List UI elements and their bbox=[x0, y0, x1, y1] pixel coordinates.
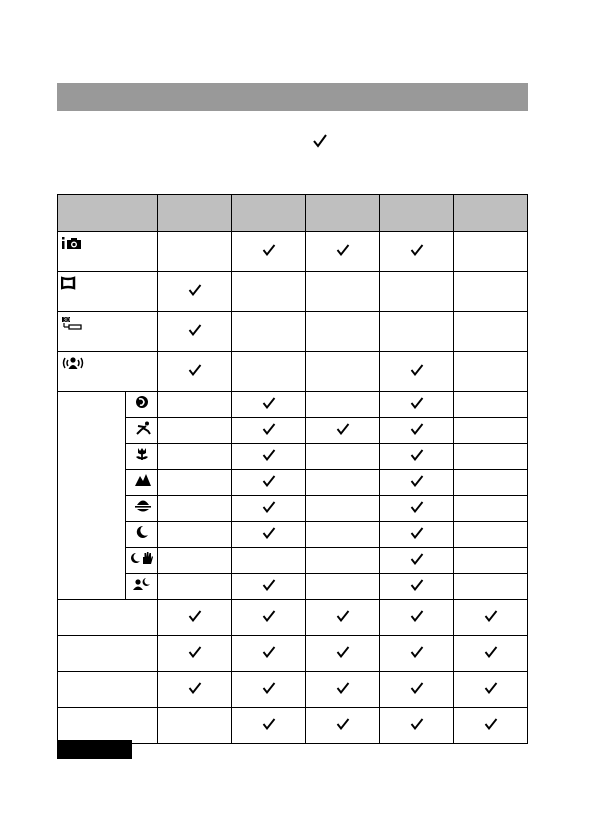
check-cell-1 bbox=[158, 600, 232, 636]
check-cell-4 bbox=[380, 522, 454, 548]
table-row bbox=[58, 522, 528, 548]
check-cell-1 bbox=[158, 672, 232, 708]
check-icon bbox=[410, 501, 424, 513]
check-cell-5 bbox=[454, 600, 528, 636]
check-cell-1 bbox=[158, 496, 232, 522]
landscape-mountain-icon bbox=[134, 473, 150, 487]
check-cell-4 bbox=[380, 548, 454, 574]
check-cell-5 bbox=[454, 444, 528, 470]
row-mode-cell bbox=[58, 232, 158, 272]
check-icon bbox=[336, 718, 350, 730]
check-cell-5 bbox=[454, 352, 528, 392]
table-row bbox=[58, 418, 528, 444]
row-mode-cell bbox=[126, 548, 158, 574]
check-cell-3 bbox=[306, 418, 380, 444]
check-icon bbox=[312, 134, 328, 148]
check-cell-2 bbox=[232, 496, 306, 522]
check-icon bbox=[262, 682, 276, 694]
check-cell-4 bbox=[380, 444, 454, 470]
sports-action-icon bbox=[134, 421, 150, 435]
sweep-panorama-icon bbox=[61, 276, 83, 290]
check-icon bbox=[262, 610, 276, 622]
check-cell-4 bbox=[380, 312, 454, 352]
intelligent-auto-camera-icon bbox=[61, 236, 83, 250]
check-icon bbox=[336, 423, 350, 435]
header-cell-2 bbox=[232, 195, 306, 232]
check-cell-2 bbox=[232, 708, 306, 744]
row-mode-cell bbox=[58, 272, 158, 312]
row-mode-cell bbox=[58, 312, 158, 352]
check-icon bbox=[410, 553, 424, 565]
check-cell-3 bbox=[306, 548, 380, 574]
check-cell-5 bbox=[454, 418, 528, 444]
check-icon bbox=[262, 579, 276, 591]
check-cell-3 bbox=[306, 232, 380, 272]
check-cell-2 bbox=[232, 444, 306, 470]
check-icon bbox=[188, 682, 202, 694]
check-icon bbox=[410, 527, 424, 539]
check-cell-5 bbox=[454, 574, 528, 600]
check-icon bbox=[188, 646, 202, 658]
check-icon bbox=[410, 579, 424, 591]
check-cell-2 bbox=[232, 272, 306, 312]
check-cell-5 bbox=[454, 272, 528, 312]
row-mode-cell bbox=[58, 352, 158, 392]
check-cell-4 bbox=[380, 708, 454, 744]
check-icon bbox=[262, 527, 276, 539]
check-cell-1 bbox=[158, 548, 232, 574]
row-mode-cell bbox=[126, 470, 158, 496]
header-cell-3 bbox=[306, 195, 380, 232]
check-cell-2 bbox=[232, 418, 306, 444]
check-cell-2 bbox=[232, 636, 306, 672]
row-mode-cell bbox=[126, 522, 158, 548]
check-cell-3 bbox=[306, 522, 380, 548]
check-cell-1 bbox=[158, 522, 232, 548]
check-cell-2 bbox=[232, 522, 306, 548]
row-mode-cell bbox=[126, 418, 158, 444]
portrait-scene-icon bbox=[134, 395, 150, 409]
check-cell-5 bbox=[454, 636, 528, 672]
check-icon bbox=[262, 475, 276, 487]
night-view-moon-icon bbox=[134, 525, 150, 539]
handheld-twilight-icon bbox=[131, 551, 153, 565]
check-cell-5 bbox=[454, 496, 528, 522]
check-cell-2 bbox=[232, 232, 306, 272]
note-label-box bbox=[57, 740, 132, 759]
check-cell-1 bbox=[158, 418, 232, 444]
check-cell-2 bbox=[232, 672, 306, 708]
check-cell-1 bbox=[158, 708, 232, 744]
header-cell-mode bbox=[58, 195, 158, 232]
night-portrait-icon bbox=[132, 577, 152, 591]
check-cell-1 bbox=[158, 444, 232, 470]
check-cell-5 bbox=[454, 672, 528, 708]
table-row bbox=[58, 574, 528, 600]
check-cell-1 bbox=[158, 232, 232, 272]
table-row bbox=[58, 312, 528, 352]
check-icon bbox=[336, 610, 350, 622]
check-cell-1 bbox=[158, 352, 232, 392]
check-icon bbox=[336, 682, 350, 694]
check-cell-2 bbox=[232, 548, 306, 574]
check-icon bbox=[188, 284, 202, 296]
table-row bbox=[58, 708, 528, 744]
row-mode-cell bbox=[58, 708, 158, 744]
check-cell-2 bbox=[232, 574, 306, 600]
check-cell-2 bbox=[232, 352, 306, 392]
table-row bbox=[58, 600, 528, 636]
table-row bbox=[58, 636, 528, 672]
check-icon bbox=[262, 449, 276, 461]
table-row bbox=[58, 392, 528, 418]
check-cell-1 bbox=[158, 574, 232, 600]
check-icon bbox=[262, 244, 276, 256]
macro-flower-icon bbox=[134, 447, 150, 461]
check-icon bbox=[410, 423, 424, 435]
header-cell-1 bbox=[158, 195, 232, 232]
check-icon bbox=[410, 449, 424, 461]
check-icon bbox=[484, 610, 498, 622]
check-icon bbox=[410, 646, 424, 658]
check-cell-1 bbox=[158, 636, 232, 672]
anti-motion-blur-icon bbox=[61, 356, 83, 370]
check-cell-5 bbox=[454, 548, 528, 574]
check-cell-2 bbox=[232, 600, 306, 636]
check-icon bbox=[336, 646, 350, 658]
svg-text:3D: 3D bbox=[63, 317, 71, 324]
check-icon bbox=[410, 682, 424, 694]
table-row bbox=[58, 496, 528, 522]
check-cell-3 bbox=[306, 352, 380, 392]
check-cell-2 bbox=[232, 312, 306, 352]
check-cell-4 bbox=[380, 272, 454, 312]
row-mode-cell bbox=[126, 392, 158, 418]
check-icon bbox=[410, 610, 424, 622]
check-cell-4 bbox=[380, 470, 454, 496]
check-icon bbox=[410, 397, 424, 409]
check-cell-3 bbox=[306, 496, 380, 522]
check-cell-4 bbox=[380, 392, 454, 418]
check-icon bbox=[336, 244, 350, 256]
table-row bbox=[58, 672, 528, 708]
3d-sweep-panorama-icon bbox=[61, 316, 83, 330]
header-cell-4 bbox=[380, 195, 454, 232]
table-row bbox=[58, 470, 528, 496]
check-icon bbox=[262, 501, 276, 513]
check-icon bbox=[262, 397, 276, 409]
check-icon bbox=[188, 364, 202, 376]
table-row bbox=[58, 548, 528, 574]
check-cell-3 bbox=[306, 444, 380, 470]
check-cell-3 bbox=[306, 272, 380, 312]
check-cell-5 bbox=[454, 232, 528, 272]
table-row bbox=[58, 232, 528, 272]
check-cell-3 bbox=[306, 574, 380, 600]
check-cell-1 bbox=[158, 470, 232, 496]
check-cell-4 bbox=[380, 636, 454, 672]
check-cell-5 bbox=[454, 392, 528, 418]
check-cell-2 bbox=[232, 392, 306, 418]
check-cell-3 bbox=[306, 708, 380, 744]
check-cell-3 bbox=[306, 470, 380, 496]
check-icon bbox=[484, 646, 498, 658]
row-mode-cell bbox=[126, 574, 158, 600]
check-cell-5 bbox=[454, 470, 528, 496]
row-mode-cell bbox=[58, 600, 158, 636]
check-cell-4 bbox=[380, 672, 454, 708]
check-cell-5 bbox=[454, 312, 528, 352]
header-cell-5 bbox=[454, 195, 528, 232]
check-cell-3 bbox=[306, 636, 380, 672]
check-cell-3 bbox=[306, 600, 380, 636]
check-icon bbox=[484, 718, 498, 730]
check-cell-4 bbox=[380, 352, 454, 392]
check-cell-4 bbox=[380, 418, 454, 444]
check-icon bbox=[188, 324, 202, 336]
check-icon bbox=[484, 682, 498, 694]
row-mode-cell bbox=[58, 636, 158, 672]
row-mode-cell bbox=[126, 444, 158, 470]
check-cell-4 bbox=[380, 232, 454, 272]
sunset-icon bbox=[134, 499, 150, 513]
check-cell-1 bbox=[158, 312, 232, 352]
check-cell-3 bbox=[306, 392, 380, 418]
check-icon bbox=[262, 646, 276, 658]
table-header-row bbox=[58, 195, 528, 232]
table-row bbox=[58, 444, 528, 470]
row-mode-cell bbox=[58, 672, 158, 708]
check-icon bbox=[410, 718, 424, 730]
check-cell-4 bbox=[380, 600, 454, 636]
check-cell-2 bbox=[232, 470, 306, 496]
check-icon bbox=[410, 475, 424, 487]
check-icon bbox=[410, 244, 424, 256]
check-cell-5 bbox=[454, 708, 528, 744]
check-cell-1 bbox=[158, 272, 232, 312]
check-cell-4 bbox=[380, 496, 454, 522]
check-icon bbox=[410, 364, 424, 376]
check-cell-1 bbox=[158, 392, 232, 418]
table-row bbox=[58, 272, 528, 312]
scene-group-cell bbox=[58, 392, 126, 600]
table-row bbox=[58, 352, 528, 392]
check-cell-3 bbox=[306, 312, 380, 352]
check-icon bbox=[262, 423, 276, 435]
row-mode-cell bbox=[126, 496, 158, 522]
section-header-bar bbox=[57, 83, 528, 111]
check-icon bbox=[188, 610, 202, 622]
check-cell-5 bbox=[454, 522, 528, 548]
check-icon bbox=[262, 718, 276, 730]
check-cell-4 bbox=[380, 574, 454, 600]
compatibility-table bbox=[57, 194, 528, 744]
check-cell-3 bbox=[306, 672, 380, 708]
